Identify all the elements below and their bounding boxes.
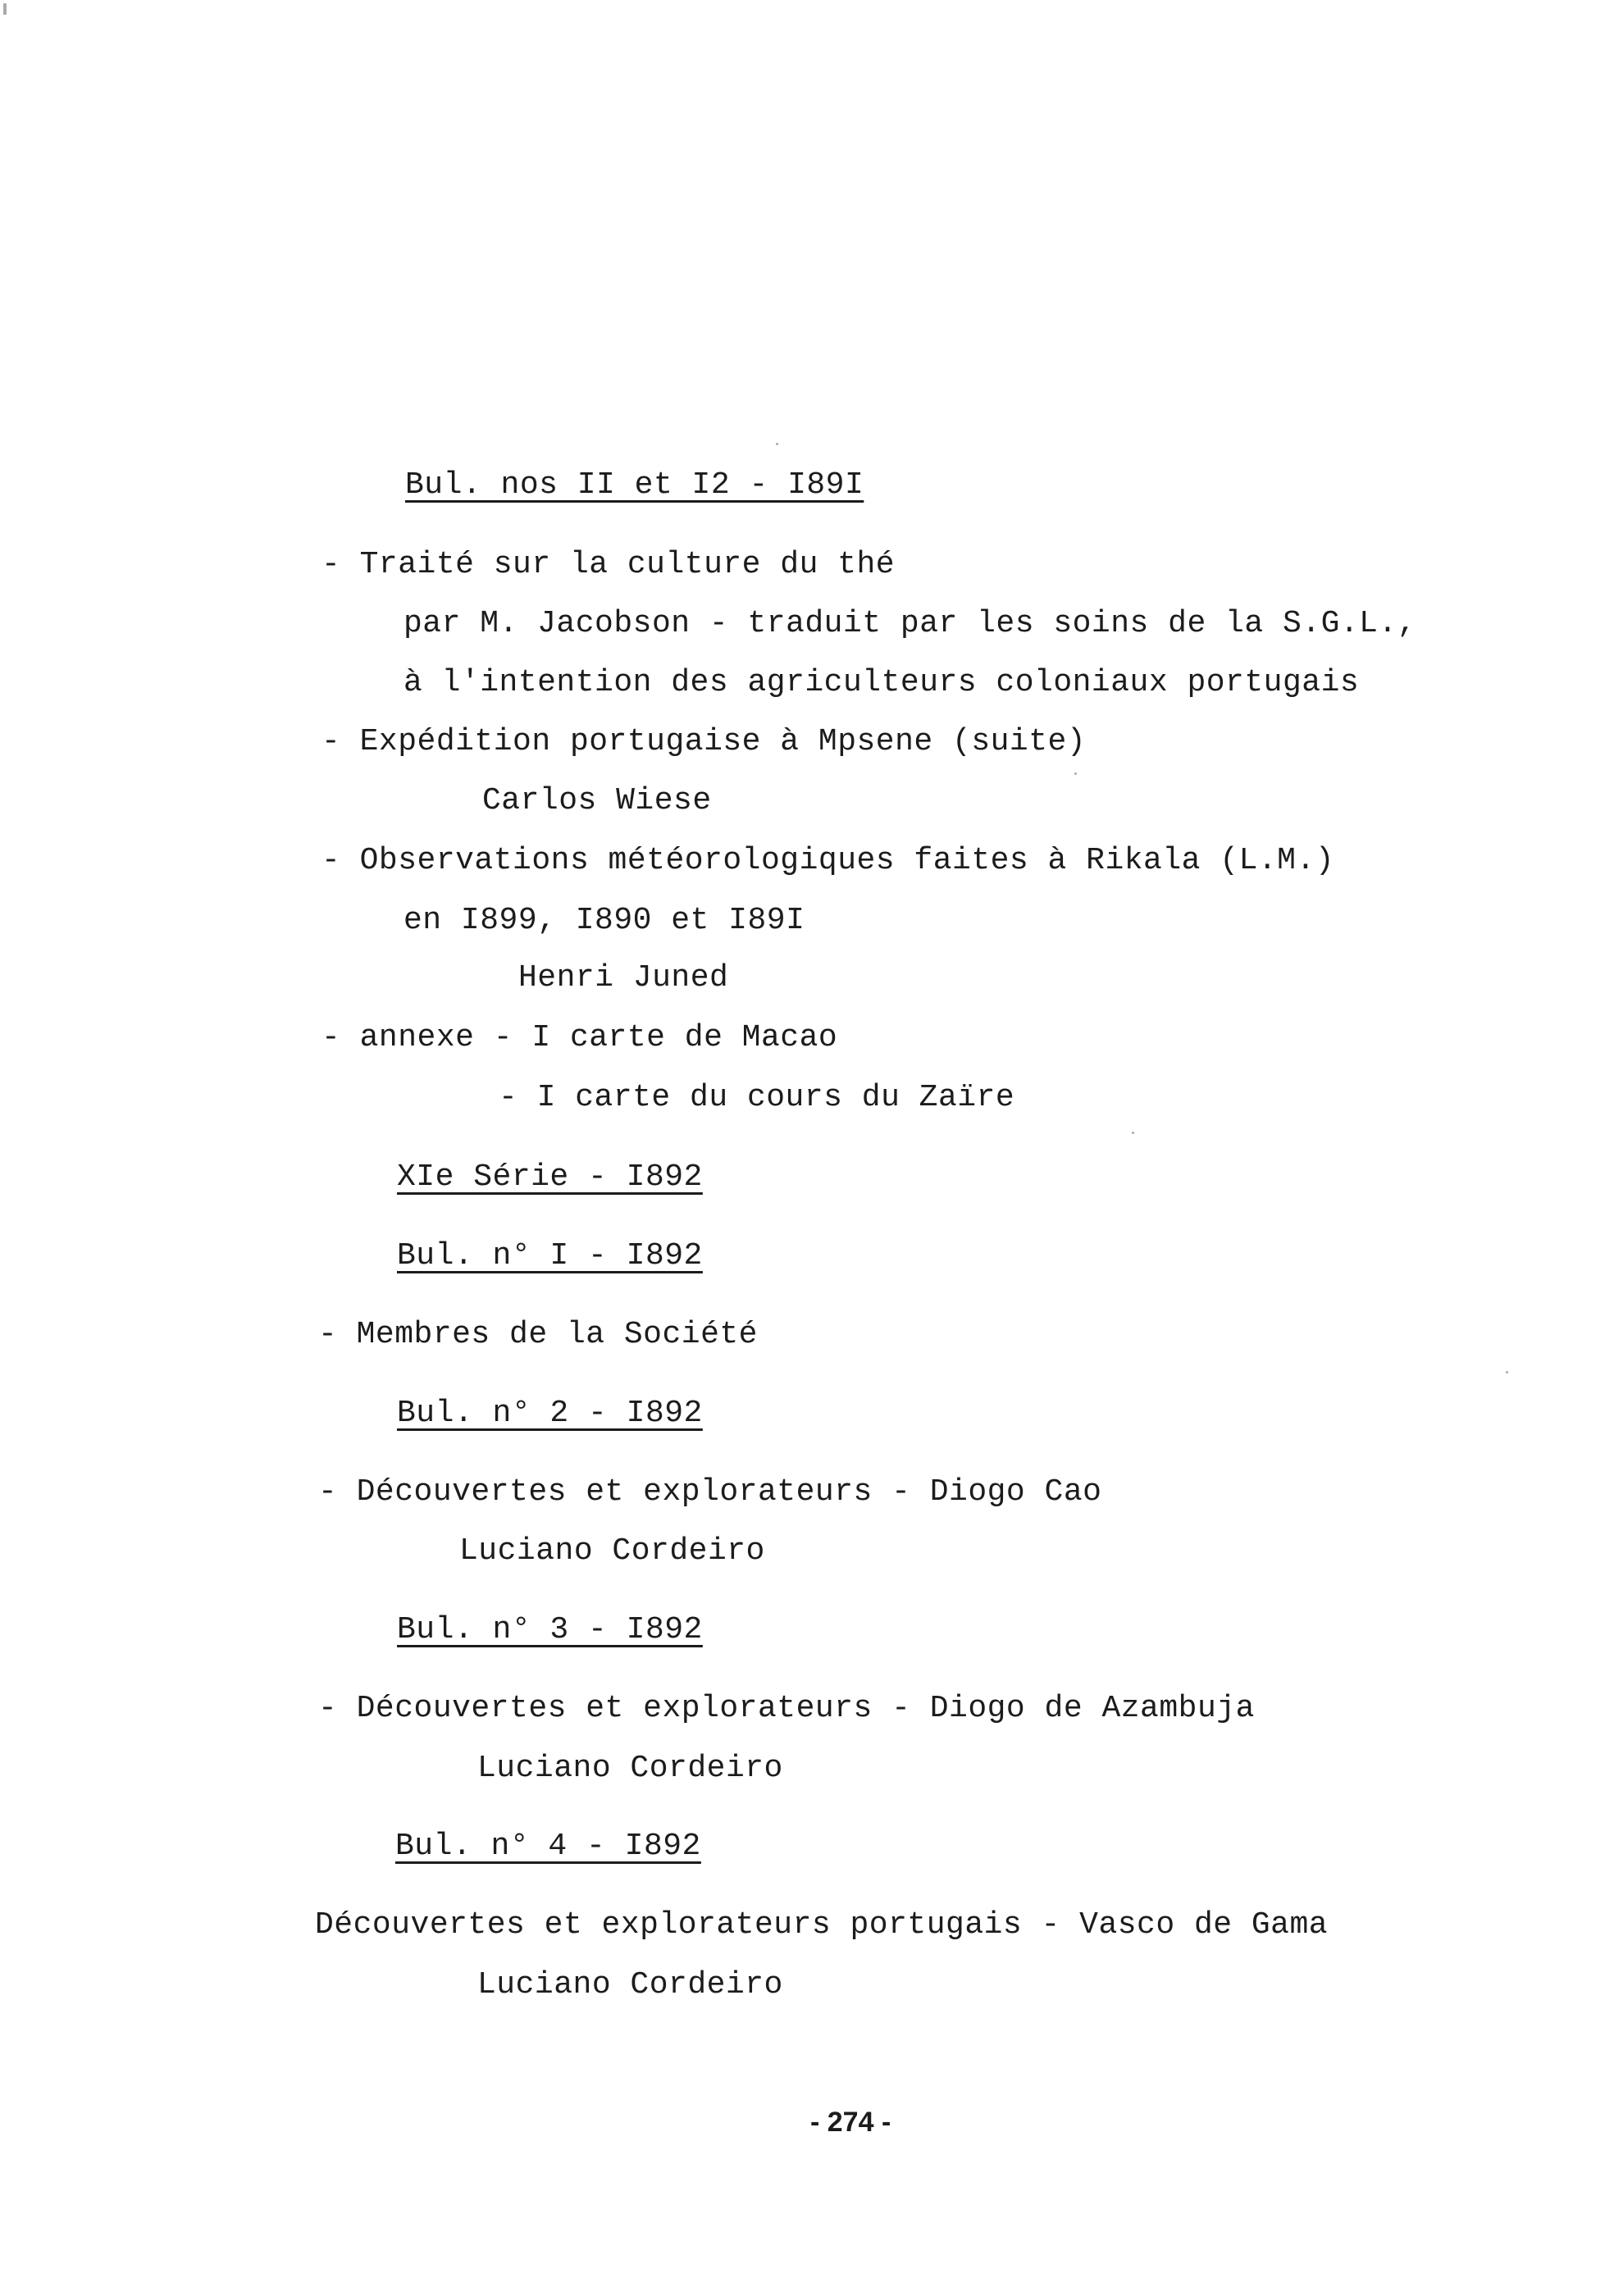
entry-title: - Découvertes et explorateurs - Diogo Cao [318,1474,1102,1510]
scan-speck [776,443,778,445]
page-number: - 274 - [810,2107,891,2138]
section-heading: Bul. n° 3 - I892 [397,1612,703,1647]
section-heading: Bul. n° 2 - I892 [397,1396,703,1431]
scan-speck [1506,1371,1508,1374]
section-heading: Bul. n° I - I892 [397,1238,703,1273]
scan-speck [1132,1132,1134,1134]
section-heading: Bul. nos II et I2 - I89I [405,467,864,503]
entry-detail: en I899, I890 et I89I [404,903,805,938]
entry-title: Découvertes et explorateurs portugais - Vasco de Gama [315,1907,1329,1943]
scan-speck [3,3,7,15]
entry-detail: par M. Jacobson - traduit par les soins de la S.G.L., [404,606,1417,641]
entry-detail: - I carte du cours du Zaïre [499,1080,1015,1115]
entry-author: Luciano Cordeiro [477,1751,783,1786]
section-heading: Bul. n° 4 - I892 [395,1829,701,1864]
series-heading: XIe Série - I892 [397,1159,703,1195]
entry-title: - Observations météorologiques faites à Rikala (L.M.) [321,843,1335,878]
entry-author: Carlos Wiese [482,783,712,818]
entry-title: - Découvertes et explorateurs - Diogo de Azambuja [318,1691,1255,1726]
entry-author: Henri Juned [518,960,729,995]
entry-title: - Expédition portugaise à Mpsene (suite) [321,724,1087,759]
scan-speck [1074,772,1077,775]
entry-author: Luciano Cordeiro [459,1533,765,1569]
entry-title: - Traité sur la culture du thé [321,547,896,582]
entry-author: Luciano Cordeiro [477,1967,783,2002]
entry-title: - Membres de la Société [318,1317,758,1352]
entry-detail: à l'intention des agriculteurs coloniaux portugais [404,665,1360,700]
entry-title: - annexe - I carte de Macao [321,1020,838,1055]
